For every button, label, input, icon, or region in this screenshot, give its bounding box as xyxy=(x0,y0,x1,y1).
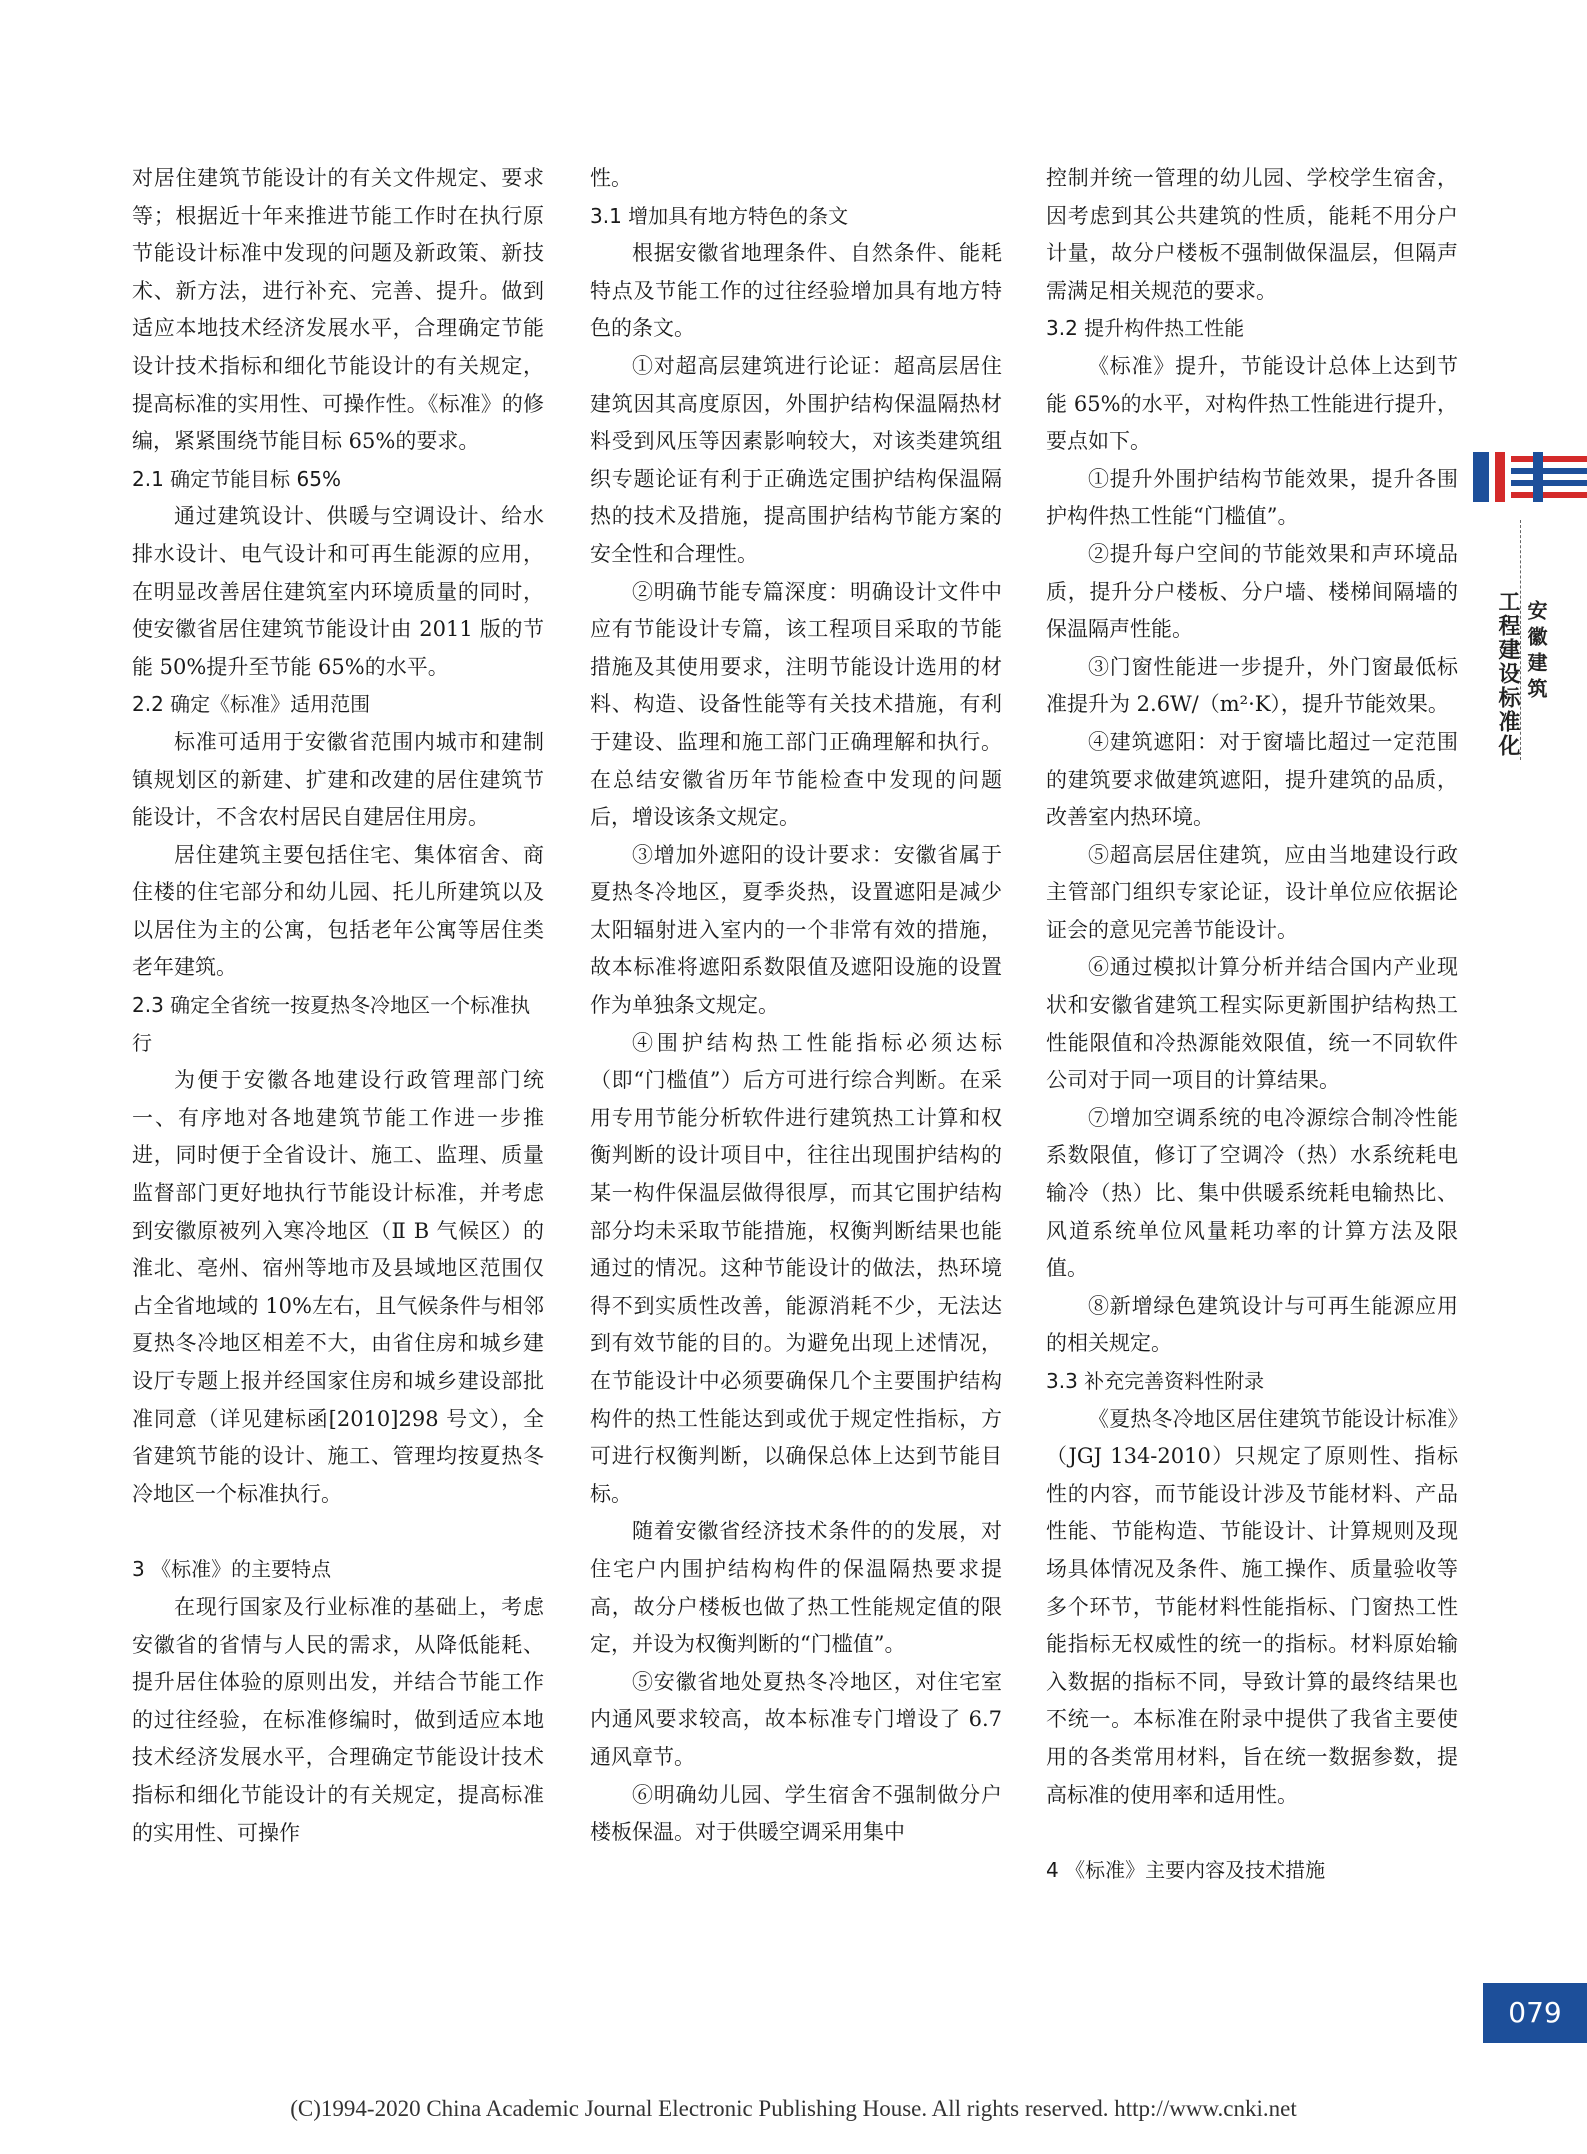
paragraph: ④建筑遮阳：对于窗墙比超过一定范围的建筑要求做建筑遮阳，提升建筑的品质，改善室内热环境。 xyxy=(1046,729,1458,830)
text-column-3 xyxy=(1046,160,1458,1890)
text-column-1 xyxy=(132,160,544,1852)
section-heading-2-3: 2.3 确定全省统一按夏热冬冷地区一个标准执行 xyxy=(132,993,531,1055)
section-heading-3: 3 《标准》的主要特点 xyxy=(132,1557,332,1582)
copyright-footer: (C)1994-2020 China Academic Journal Electronic Publishing House. All rights reserved. http://www.cnki.net xyxy=(290,2096,1297,2121)
side-title: 工程建设标准化 xyxy=(1495,590,1520,758)
page-number: 079 xyxy=(1483,1983,1587,2043)
paragraph: 居住建筑主要包括住宅、集体宿舍、商住楼的住宅部分和幼儿园、托儿所建筑以及以居住为主的公寓，包括老年公寓等居住类老年建筑。 xyxy=(132,842,544,980)
paragraph: ①对超高层建筑进行论证：超高层居住建筑因其高度原因，外围护结构保温隔热材料受到风压等因素影响较大，对该类建筑组织专题论证有利于正确选定围护结构保温隔热的技术及措施，提高围护结构节能方案的安全性和合理性。 xyxy=(590,353,1002,566)
paragraph: ⑤安徽省地处夏热冬冷地区，对住宅室内通风要求较高，故本标准专门增设了 6.7 通风章节。 xyxy=(590,1669,1002,1769)
paragraph: 《标准》提升，节能设计总体上达到节能 65%的水平，对构件热工性能进行提升，要点如下。 xyxy=(1046,353,1458,454)
section-heading-3-3: 3.3 补充完善资料性附录 xyxy=(1046,1369,1265,1393)
paragraph: ④围护结构热工性能指标必须达标（即“门槛值”）后方可进行综合判断。在采用专用节能分析软件进行建筑热工计算和权衡判断的设计项目中，往往出现围护结构的某一构件保温层做得很厚，而其它围护结构部分均未采取节能措施，权衡判断结果也能通过的情况。这种节能设计的做法，热环境得不到实质性改善，能源消耗不少，无法达到有效节能的目的。为避免出现上述情况，在节能设计中必须要确保几个主要围护结构构件的热工性能达到或优于规定性指标，方可进行权衡判断，以确保总体上达到节能目标。 xyxy=(590,1030,1002,1506)
paragraph: ⑤超高层居住建筑，应由当地建设行政主管部门组织专家论证，设计单位应依据论证会的意见完善节能设计。 xyxy=(1046,842,1458,942)
paragraph: ⑥通过模拟计算分析并结合国内产业现状和安徽省建筑工程实际更新围护结构热工性能限值和冷热源能效限值，统一不同软件公司对于同一项目的计算结果。 xyxy=(1046,955,1458,1093)
paragraph: ②明确节能专篇深度：明确设计文件中应有节能设计专篇，该工程项目采取的节能措施及其使用要求，注明节能设计选用的材料、构造、设备性能等有关技术措施，有利于建设、监理和施工部门正确理解和执行。在总结安徽省历年节能检查中发现的问题后，增设该条文规定。 xyxy=(590,579,1002,830)
paragraph: 标准可适用于安徽省范围内城市和建制镇规划区的新建、扩建和改建的居住建筑节能设计，不含农村居民自建居住用房。 xyxy=(132,729,544,830)
paragraph: 为便于安徽各地建设行政管理部门统一、有序地对各地建筑节能工作进一步推进，同时便于全省设计、施工、监理、质量监督部门更好地执行节能设计标准，并考虑到安徽原被列入寒冷地区（Ⅱ B 气候区）的淮北、亳州、宿州等地市及县域地区范围仅占全省地域的 10%左右，且气候条件与相邻夏热冬冷地区相差不大，由省住房和城乡建设厅专题上报并经国家住房和城乡建设部批准同意（详见建标函[2010]298 号文），全省建筑节能的设计、施工、管理均按夏热冬冷地区一个标准执行。 xyxy=(132,1068,544,1506)
paragraph: ①提升外围护结构节能效果，提升各围护构件热工性能“门槛值”。 xyxy=(1046,466,1458,529)
paragraph: ③增加外遮阳的设计要求：安徽省属于夏热冬冷地区，夏季炎热，设置遮阳是减少太阳辐射进入室内的一个非常有效的措施，故本标准将遮阳系数限值及遮阳设施的设置作为单独条文规定。 xyxy=(590,842,1002,1018)
section-heading-2-2: 2.2 确定《标准》适用范围 xyxy=(132,692,371,717)
section-heading-3-2: 3.2 提升构件热工性能 xyxy=(1046,316,1245,341)
text-column-2 xyxy=(590,160,1002,1852)
paragraph: 控制并统一管理的幼儿园、学校学生宿舍，因考虑到其公共建筑的性质，能耗不用分户计量，故分户楼板不强制做保温层，但隔声需满足相关规范的要求。 xyxy=(1046,166,1458,303)
paragraph: ③门窗性能进一步提升，外门窗最低标准提升为 2.6W/（m²·K），提升节能效果。 xyxy=(1046,654,1458,717)
paragraph: ②提升每户空间的节能效果和声环境品质，提升分户楼板、分户墙、楼梯间隔墙的保温隔声性能。 xyxy=(1046,541,1458,642)
side-subtitle: 安徽建筑 xyxy=(1524,600,1548,704)
paragraph: ⑧新增绿色建筑设计与可再生能源应用的相关规定。 xyxy=(1046,1293,1458,1356)
paragraph: ⑥明确幼儿园、学生宿舍不强制做分户楼板保温。对于供暖空调采用集中 xyxy=(590,1782,1002,1845)
paragraph: 《夏热冬冷地区居住建筑节能设计标准》（JGJ 134-2010）只规定了原则性、指标性的内容，而节能设计涉及节能材料、产品性能、节能构造、节能设计、计算规则及现场具体情况及条件、施工操作、质量验收等多个环节，节能材料性能指标、门窗热工性能指标无权威性的统一的指标。材料原始输入数据的指标不同，导致计算的最终结果也不统一。本标准在附录中提供了我省主要使用的各类常用材料，旨在统一数据参数，提高标准的使用率和适用性。 xyxy=(1046,1406,1458,1807)
paragraph: 在现行国家及行业标准的基础上，考虑安徽省的省情与人民的需求，从降低能耗、提升居住体验的原则出发，并结合节能工作的过往经验，在标准修编时，做到适应本地技术经济发展水平，合理确定节能设计技术指标和细化节能设计的有关规定，提高标准的实用性、可操作 xyxy=(132,1594,544,1845)
paragraph: ⑦增加空调系统的电冷源综合制冷性能系数限值，修订了空调冷（热）水系统耗电输冷（热）比、集中供暖系统耗电输热比、风道系统单位风量耗功率的计算方法及限值。 xyxy=(1046,1105,1458,1281)
journal-logo-icon xyxy=(1473,452,1587,502)
paragraph: 通过建筑设计、供暖与空调设计、给水排水设计、电气设计和可再生能源的应用，在明显改善居住建筑室内环境质量的同时，使安徽省居住建筑节能设计由 2011 版的节能 50%提升至节能 65%的水平。 xyxy=(132,504,544,679)
paragraph: 性。 xyxy=(590,166,632,190)
section-heading-4: 4 《标准》主要内容及技术措施 xyxy=(1046,1858,1326,1883)
paragraph: 根据安徽省地理条件、自然条件、能耗特点及节能工作的过往经验增加具有地方特色的条文。 xyxy=(590,241,1002,341)
section-heading-3-1: 3.1 增加具有地方特色的条文 xyxy=(590,203,849,228)
section-heading-2-1: 2.1 确定节能目标 65% xyxy=(132,466,341,491)
paragraph: 对居住建筑节能设计的有关文件规定、要求等；根据近十年来推进节能工作时在执行原节能设计标准中发现的问题及新政策、新技术、新方法，进行补充、完善、提升。做到适应本地技术经济发展水平，合理确定节能设计技术指标和细化节能设计的有关规定，提高标准的实用性、可操作性。《标准》的修编，紧紧围绕节能目标 65%的要求。 xyxy=(132,166,544,454)
paragraph: 随着安徽省经济技术条件的的发展，对住宅户内围护结构构件的保温隔热要求提高，故分户楼板也做了热工性能规定值的限定，并设为权衡判断的“门槛值”。 xyxy=(590,1519,1002,1657)
